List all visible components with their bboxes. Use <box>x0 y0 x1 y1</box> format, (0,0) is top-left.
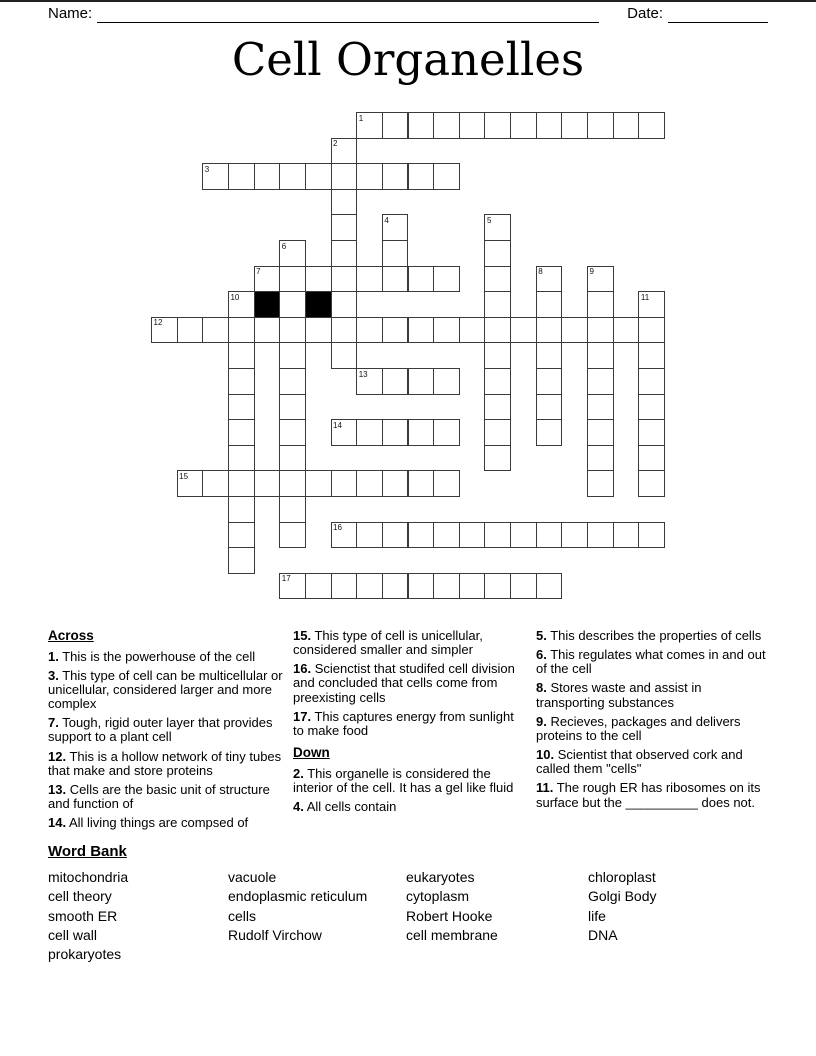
grid-cell[interactable] <box>484 240 511 267</box>
grid-cell[interactable] <box>484 419 511 446</box>
clue-number: 6. <box>536 647 547 663</box>
grid-cell[interactable] <box>254 317 281 344</box>
clue-number: 17. <box>293 708 312 724</box>
grid-cell[interactable] <box>536 317 563 344</box>
name-blank-line[interactable] <box>97 7 599 23</box>
clue-number: 10. <box>536 747 555 763</box>
clue-2: 2. This organelle is considered the interior of the cell. It has a gel like fluid <box>293 765 514 795</box>
grid-black-cell <box>305 291 332 318</box>
grid-cell[interactable] <box>484 317 511 344</box>
grid-cell[interactable] <box>587 266 614 293</box>
clue-number: 2. <box>293 765 304 781</box>
grid-cell[interactable] <box>433 470 460 497</box>
clues-section <box>48 629 773 835</box>
grid-cell[interactable] <box>228 522 255 549</box>
grid-cell[interactable] <box>177 470 204 497</box>
word-bank-item: mitochondria <box>48 869 129 885</box>
grid-cell-number: 5 <box>486 215 492 225</box>
grid-cell[interactable] <box>536 342 563 369</box>
grid-cell[interactable] <box>484 522 511 549</box>
grid-cell[interactable] <box>382 240 409 267</box>
clue-number: 5. <box>536 628 547 643</box>
grid-cell[interactable] <box>382 214 409 241</box>
grid-cell[interactable] <box>331 189 358 216</box>
grid-cell[interactable] <box>279 317 306 344</box>
grid-cell[interactable] <box>202 470 229 497</box>
grid-cell[interactable] <box>279 573 306 600</box>
grid-cell[interactable] <box>279 291 306 318</box>
clue-number: 12. <box>48 748 67 764</box>
grid-cell[interactable] <box>382 163 409 190</box>
grid-cell[interactable] <box>254 163 281 190</box>
grid-cell[interactable] <box>279 522 306 549</box>
clue-8: 8. Stores waste and assist in transporting substances <box>536 680 702 710</box>
grid-cell[interactable] <box>433 573 460 600</box>
page-title: Cell Organelles <box>231 33 585 86</box>
word-bank-heading: Word Bank <box>48 843 127 860</box>
word-bank-item: cell theory <box>48 888 112 905</box>
grid-cell[interactable] <box>331 342 358 369</box>
grid-cell[interactable] <box>510 317 537 344</box>
date-blank-line[interactable] <box>668 7 768 23</box>
grid-cell[interactable] <box>484 214 511 241</box>
grid-cell[interactable] <box>228 445 255 472</box>
grid-cell[interactable] <box>279 240 306 267</box>
grid-cell[interactable] <box>638 112 665 139</box>
grid-cell-number: 9 <box>589 267 594 277</box>
grid-cell-number: 4 <box>384 215 389 225</box>
grid-cell[interactable] <box>536 573 563 600</box>
grid-cell[interactable] <box>331 419 358 446</box>
grid-cell[interactable] <box>484 573 511 600</box>
word-bank-column <box>48 868 228 964</box>
clue-16: 16. Scienctist that studifed cell division and concluded that cells come from preexisting cells <box>293 661 515 705</box>
grid-cell[interactable] <box>279 163 306 190</box>
grid-cell-number: 3 <box>204 164 210 174</box>
top-rule <box>0 0 816 2</box>
grid-cell[interactable] <box>484 112 511 139</box>
grid-cell[interactable] <box>510 573 537 600</box>
grid-cell[interactable] <box>587 394 614 421</box>
grid-cell[interactable] <box>536 291 563 318</box>
grid-cell[interactable] <box>459 522 486 549</box>
grid-cell[interactable] <box>382 419 409 446</box>
clue-number: 14. <box>48 815 67 831</box>
clue-4: 4. All cells contain <box>293 799 397 815</box>
grid-cell-number: 8 <box>538 267 543 277</box>
grid-cell[interactable] <box>459 317 486 344</box>
grid-cell[interactable] <box>382 317 409 344</box>
grid-cell[interactable] <box>331 522 358 549</box>
word-bank-item: prokaryotes <box>48 946 122 963</box>
grid-cell[interactable] <box>305 266 332 293</box>
grid-cell[interactable] <box>561 317 588 344</box>
grid-cell[interactable] <box>587 470 614 497</box>
clue-number: 11. <box>536 780 554 796</box>
grid-cell[interactable] <box>587 342 614 369</box>
grid-cell[interactable] <box>433 163 460 190</box>
grid-cell[interactable] <box>433 317 460 344</box>
clue-9: 9. Recieves, packages and delivers proteins to the cell <box>536 713 741 743</box>
grid-cell[interactable] <box>536 112 563 139</box>
clue-13: 13. Cells are the basic unit of structure and function of <box>48 781 270 812</box>
grid-cell[interactable] <box>459 112 486 139</box>
grid-cell[interactable] <box>408 266 435 293</box>
word-bank-item: vacuole <box>228 869 277 885</box>
grid-cell[interactable] <box>382 112 409 139</box>
word-bank-section <box>48 843 768 964</box>
grid-cell[interactable] <box>382 470 409 497</box>
grid-cell[interactable] <box>613 317 640 344</box>
grid-cell[interactable] <box>587 368 614 395</box>
date-label: Date: <box>627 5 663 22</box>
grid-cell-number: 17 <box>281 574 291 584</box>
grid-cell[interactable] <box>408 470 435 497</box>
name-label: Name: <box>48 5 93 22</box>
clue-column <box>48 629 285 835</box>
grid-cell[interactable] <box>331 317 358 344</box>
grid-cell[interactable] <box>459 573 486 600</box>
clue-5: 5. This describes the properties of cells <box>536 628 762 643</box>
grid-cell[interactable] <box>510 522 537 549</box>
grid-cell[interactable] <box>433 522 460 549</box>
clue-number: 4. <box>293 799 304 815</box>
grid-cell[interactable] <box>638 368 665 395</box>
grid-cell[interactable] <box>484 368 511 395</box>
grid-cell[interactable] <box>356 317 383 344</box>
grid-cell[interactable] <box>536 522 563 549</box>
grid-cell[interactable] <box>587 445 614 472</box>
grid-cell[interactable] <box>356 368 383 395</box>
grid-cell[interactable] <box>331 138 358 165</box>
clue-14: 14. All living things are compsed of <box>48 815 249 831</box>
word-bank-item: DNA <box>588 926 618 943</box>
grid-cell[interactable] <box>305 470 332 497</box>
word-bank-item: life <box>588 907 606 924</box>
grid-cell-number: 1 <box>358 113 364 123</box>
grid-cell[interactable] <box>254 470 281 497</box>
word-bank-item: smooth ER <box>48 907 118 924</box>
word-bank-column <box>406 868 588 964</box>
grid-cell[interactable] <box>382 368 409 395</box>
grid-cell[interactable] <box>177 317 204 344</box>
grid-cell[interactable] <box>228 163 255 190</box>
across-heading: Across <box>48 628 94 643</box>
grid-cell[interactable] <box>279 266 306 293</box>
grid-cell-number: 2 <box>333 139 338 149</box>
grid-black-cell <box>254 291 281 318</box>
grid-cell[interactable] <box>356 470 383 497</box>
grid-cell[interactable] <box>331 266 358 293</box>
grid-cell[interactable] <box>587 112 614 139</box>
grid-cell[interactable] <box>613 522 640 549</box>
grid-cell[interactable] <box>202 163 229 190</box>
grid-cell[interactable] <box>228 317 255 344</box>
grid-cell[interactable] <box>331 240 358 267</box>
grid-cell[interactable] <box>331 291 358 318</box>
grid-cell[interactable] <box>228 342 255 369</box>
clue-10: 10. Scientist that observed cork and called them "cells" <box>536 747 743 777</box>
down-heading: Down <box>293 745 330 761</box>
grid-cell[interactable] <box>228 291 255 318</box>
word-bank-item: endoplasmic reticulum <box>228 888 368 905</box>
word-bank-item: eukaryotes <box>406 869 475 885</box>
grid-cell[interactable] <box>279 419 306 446</box>
grid-cell[interactable] <box>433 266 460 293</box>
clue-number: 9. <box>536 713 547 729</box>
grid-cell[interactable] <box>587 291 614 318</box>
grid-cell[interactable] <box>638 419 665 446</box>
grid-cell[interactable] <box>331 470 358 497</box>
grid-cell[interactable] <box>356 163 383 190</box>
grid-cell[interactable] <box>484 291 511 318</box>
grid-cell[interactable] <box>279 496 306 523</box>
clue-6: 6. This regulates what comes in and out of the cell <box>536 647 766 677</box>
grid-cell-number: 11 <box>640 292 650 302</box>
clue-1: 1. This is the powerhouse of the cell <box>48 648 256 664</box>
grid-cell[interactable] <box>638 522 665 549</box>
grid-cell[interactable] <box>484 342 511 369</box>
grid-cell[interactable] <box>408 112 435 139</box>
clue-12: 12. This is a hollow network of tiny tubes that make and store proteins <box>48 748 282 778</box>
grid-cell-number: 14 <box>333 420 342 430</box>
grid-cell[interactable] <box>356 522 383 549</box>
grid-cell[interactable] <box>638 445 665 472</box>
grid-cell[interactable] <box>587 317 614 344</box>
grid-cell[interactable] <box>382 573 409 600</box>
grid-cell[interactable] <box>510 112 537 139</box>
grid-cell[interactable] <box>484 394 511 421</box>
grid-cell[interactable] <box>536 266 563 293</box>
grid-cell[interactable] <box>638 317 665 344</box>
clue-17: 17. This captures energy from sunlight to make food <box>293 708 514 738</box>
grid-cell[interactable] <box>305 317 332 344</box>
word-bank-columns <box>48 868 768 964</box>
word-bank-item: Golgi Body <box>588 888 657 905</box>
clue-number: 13. <box>48 781 67 797</box>
clue-11: 11. The rough ER has ribosomes on its surface but the __________ does not. <box>536 780 761 810</box>
grid-cell[interactable] <box>484 445 511 472</box>
grid-cell-number: 10 <box>230 292 240 302</box>
word-bank-column <box>588 868 656 964</box>
grid-cell[interactable] <box>408 317 435 344</box>
clue-number: 1. <box>48 648 59 664</box>
grid-cell-number: 7 <box>256 267 261 277</box>
grid-cell-number: 15 <box>179 471 189 481</box>
grid-cell[interactable] <box>587 522 614 549</box>
grid-cell[interactable] <box>536 419 563 446</box>
grid-cell[interactable] <box>433 368 460 395</box>
grid-cell[interactable] <box>279 342 306 369</box>
grid-cell[interactable] <box>279 368 306 395</box>
grid-cell[interactable] <box>331 214 358 241</box>
grid-cell[interactable] <box>331 163 358 190</box>
word-bank-column <box>228 868 406 964</box>
grid-cell[interactable] <box>228 470 255 497</box>
grid-cell[interactable] <box>151 317 178 344</box>
clue-7: 7. Tough, rigid outer layer that provides support to a plant cell <box>48 715 273 745</box>
grid-cell[interactable] <box>613 112 640 139</box>
grid-cell-number: 16 <box>333 523 342 533</box>
grid-cell[interactable] <box>305 573 332 600</box>
grid-cell[interactable] <box>254 266 281 293</box>
grid-cell-number: 6 <box>281 241 287 251</box>
clue-number: 16. <box>293 661 312 677</box>
word-bank-item: cells <box>228 907 257 924</box>
grid-cell[interactable] <box>228 394 255 421</box>
word-bank-item: cell wall <box>48 926 98 943</box>
word-bank-item: cytoplasm <box>406 888 470 905</box>
header <box>48 5 768 23</box>
grid-cell[interactable] <box>356 266 383 293</box>
grid-cell[interactable] <box>536 368 563 395</box>
grid-cell[interactable] <box>638 291 665 318</box>
grid-cell[interactable] <box>433 112 460 139</box>
crossword-grid <box>151 112 666 600</box>
clue-column <box>293 629 521 835</box>
clue-number: 15. <box>293 628 312 643</box>
grid-cell[interactable] <box>587 419 614 446</box>
grid-cell[interactable] <box>356 573 383 600</box>
grid-cell-number: 12 <box>153 318 163 328</box>
word-bank-item: Rudolf Virchow <box>228 926 322 943</box>
grid-cell[interactable] <box>305 163 332 190</box>
grid-cell[interactable] <box>279 394 306 421</box>
clue-15: 15. This type of cell is unicellular, considered smaller and simpler <box>293 628 483 658</box>
grid-cell[interactable] <box>356 112 383 139</box>
grid-cell[interactable] <box>408 522 435 549</box>
grid-cell[interactable] <box>228 547 255 574</box>
grid-cell[interactable] <box>228 419 255 446</box>
grid-cell[interactable] <box>382 522 409 549</box>
grid-cell[interactable] <box>484 266 511 293</box>
grid-cell[interactable] <box>408 368 435 395</box>
grid-cell[interactable] <box>382 266 409 293</box>
grid-cell[interactable] <box>536 394 563 421</box>
word-bank-item: Robert Hooke <box>406 907 493 924</box>
clue-number: 8. <box>536 680 547 696</box>
grid-cell[interactable] <box>202 317 229 344</box>
grid-cell[interactable] <box>279 445 306 472</box>
grid-cell[interactable] <box>228 496 255 523</box>
grid-cell[interactable] <box>408 163 435 190</box>
clue-number: 7. <box>48 715 59 731</box>
word-bank-item: cell membrane <box>406 926 498 943</box>
clue-column <box>536 629 773 835</box>
grid-cell[interactable] <box>561 112 588 139</box>
grid-cell[interactable] <box>638 470 665 497</box>
grid-cell[interactable] <box>561 522 588 549</box>
grid-cell[interactable] <box>408 573 435 600</box>
grid-cell[interactable] <box>638 342 665 369</box>
grid-cell[interactable] <box>228 368 255 395</box>
grid-cell[interactable] <box>331 573 358 600</box>
grid-cell[interactable] <box>408 419 435 446</box>
grid-cell[interactable] <box>433 419 460 446</box>
grid-cell[interactable] <box>356 419 383 446</box>
grid-cell[interactable] <box>638 394 665 421</box>
clue-3: 3. This type of cell can be multicellular or unicellular, considered larger and more complex <box>48 667 283 712</box>
grid-cell-number: 13 <box>358 369 368 379</box>
word-bank-item: chloroplast <box>588 869 656 885</box>
clue-number: 3. <box>48 667 59 683</box>
grid-cell[interactable] <box>279 470 306 497</box>
